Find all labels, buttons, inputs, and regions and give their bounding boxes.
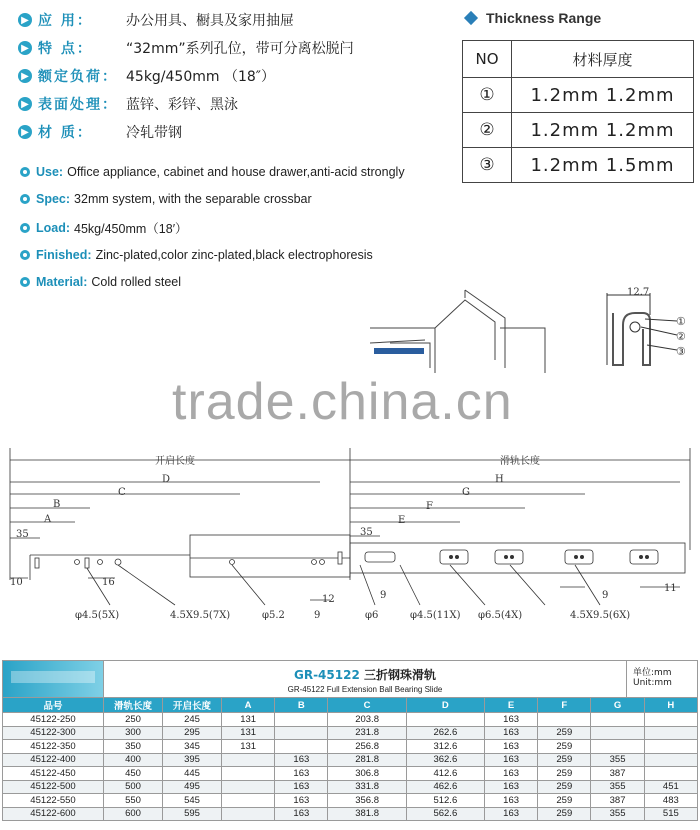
unit-label: 单位:mm Unit:mm [626, 661, 697, 697]
table-cell: 163 [275, 753, 328, 767]
spec-table [2, 697, 698, 821]
table-cell [275, 713, 328, 727]
dim-D-label: D [162, 474, 171, 485]
table-cell: 395 [163, 753, 222, 767]
table-cell: 256.8 [328, 740, 406, 754]
table-cell: 400 [104, 753, 163, 767]
dim-9-label: 9 [602, 590, 609, 601]
hole-label: φ6.5(4X) [478, 610, 523, 621]
table-row [3, 780, 698, 794]
play-icon: ▶ [18, 125, 32, 139]
en-spec-key: Finished: [36, 248, 92, 262]
hole-label: φ6 [365, 610, 379, 621]
cn-spec-key: 应 用： [38, 13, 93, 29]
table-cell: 350 [104, 740, 163, 754]
product-subtitle: GR-45122 Full Extension Ball Bearing Slide [287, 685, 443, 694]
bullet-icon [20, 250, 30, 260]
table-cell: 281.8 [328, 753, 406, 767]
bullet-icon [20, 167, 30, 177]
cn-spec-item [18, 65, 275, 87]
dim-E-label: E [398, 515, 406, 526]
table-cell: 131 [222, 740, 275, 754]
col-header: F [538, 698, 591, 713]
cn-spec-item [18, 9, 294, 31]
en-spec-value: Office appliance, cabinet and house drawer,anti-acid strongly [67, 165, 405, 179]
profile-width-label: 12.7 [627, 287, 650, 298]
spec-table-header [2, 660, 698, 697]
en-spec-value: Cold rolled steel [91, 275, 182, 289]
thickness-no: ③ [463, 148, 512, 183]
table-cell: 163 [275, 794, 328, 808]
table-cell: 562.6 [406, 807, 484, 821]
table-cell: 512.6 [406, 794, 484, 808]
table-cell [644, 726, 697, 740]
play-icon: ▶ [18, 41, 32, 55]
thickness-col-no: NO [463, 41, 512, 78]
table-cell: 495 [163, 780, 222, 794]
table-cell: 262.6 [406, 726, 484, 740]
cn-spec-item [18, 121, 182, 143]
table-cell [275, 726, 328, 740]
cn-spec-value: 蓝锌、彩锌、黑泳 [126, 97, 238, 113]
table-cell: 387 [591, 767, 644, 781]
table-cell [222, 780, 275, 794]
table-cell: 45122-500 [3, 780, 104, 794]
table-cell: 295 [163, 726, 222, 740]
hole-label: φ4.5(5X) [75, 610, 120, 621]
table-cell [644, 753, 697, 767]
profile-callout: ① [676, 315, 686, 328]
dim-10-label: 10 [10, 577, 23, 588]
table-cell [275, 740, 328, 754]
hole-label: φ4.5(11X) [410, 610, 461, 621]
product-title-cn: 三折钢珠滑轨 [364, 668, 437, 682]
cn-spec-key: 特 点： [38, 41, 93, 57]
en-spec-key: Load: [36, 221, 71, 235]
col-header: 开启长度 [163, 698, 222, 713]
table-row [3, 807, 698, 821]
table-cell [538, 713, 591, 727]
dim-35-right-label: 35 [360, 527, 373, 538]
col-header: G [591, 698, 644, 713]
table-cell: 412.6 [406, 767, 484, 781]
table-row [3, 767, 698, 781]
cn-spec-value: 办公用具、橱具及家用抽屉 [126, 13, 294, 29]
table-cell: 163 [275, 767, 328, 781]
en-spec-value: 45kg/450mm（18′） [74, 222, 188, 236]
table-cell: 163 [484, 794, 537, 808]
table-cell: 45122-550 [3, 794, 104, 808]
table-cell: 356.8 [328, 794, 406, 808]
table-cell: 362.6 [406, 753, 484, 767]
table-cell: 259 [538, 780, 591, 794]
table-cell: 355 [591, 807, 644, 821]
en-spec-item [20, 163, 405, 181]
table-row [3, 794, 698, 808]
table-cell: 131 [222, 726, 275, 740]
table-cell: 163 [484, 726, 537, 740]
cn-spec-item [18, 93, 238, 115]
table-cell: 163 [484, 740, 537, 754]
table-cell: 45122-250 [3, 713, 104, 727]
play-icon: ▶ [18, 13, 32, 27]
table-cell: 259 [538, 753, 591, 767]
table-cell: 450 [104, 767, 163, 781]
table-row [463, 113, 694, 148]
en-spec-value: Zinc-plated,color zinc-plated,black electrophoresis [95, 248, 373, 262]
table-row [463, 148, 694, 183]
en-spec-key: Material: [36, 275, 88, 289]
en-spec-value: 32mm system, with the separable crossbar [74, 192, 312, 206]
table-cell [222, 807, 275, 821]
thickness-col-thickness: 材料厚度 [512, 41, 694, 78]
table-cell: 45122-400 [3, 753, 104, 767]
table-cell: 381.8 [328, 807, 406, 821]
col-header: 滑轨长度 [104, 698, 163, 713]
table-row [3, 753, 698, 767]
profile-callout: ② [676, 330, 686, 343]
table-row [3, 726, 698, 740]
product-code: GR-45122 [293, 668, 360, 682]
open-length-label: 开启长度 [155, 456, 195, 467]
table-cell: 306.8 [328, 767, 406, 781]
table-cell: 387 [591, 794, 644, 808]
en-spec-item [20, 190, 312, 208]
spec-table-block [2, 660, 698, 821]
table-row [3, 740, 698, 754]
thickness-header-row [463, 41, 694, 78]
cn-spec-key: 表面处理： [38, 97, 118, 113]
table-cell: 45122-450 [3, 767, 104, 781]
spec-header-row [3, 698, 698, 713]
table-cell: 163 [484, 713, 537, 727]
play-icon: ▶ [18, 97, 32, 111]
en-spec-item [20, 246, 373, 264]
dim-11-label: 11 [664, 583, 677, 594]
table-cell: 545 [163, 794, 222, 808]
table-row [3, 713, 698, 727]
slide-length-label: 滑轨长度 [500, 456, 540, 467]
table-cell [591, 740, 644, 754]
thickness-no: ② [463, 113, 512, 148]
bullet-icon [20, 223, 30, 233]
table-cell: 312.6 [406, 740, 484, 754]
hole-label: 4.5X9.5(7X) [170, 610, 231, 621]
table-cell: 483 [644, 794, 697, 808]
table-cell: 45122-350 [3, 740, 104, 754]
thickness-title [462, 10, 601, 26]
table-cell: 500 [104, 780, 163, 794]
table-cell: 45122-600 [3, 807, 104, 821]
table-cell: 515 [644, 807, 697, 821]
profile-callout: ③ [676, 345, 686, 358]
table-cell: 245 [163, 713, 222, 727]
col-header: B [275, 698, 328, 713]
cn-spec-value: “32mm”系列孔位，带可分离松脱闩 [126, 41, 354, 57]
table-cell: 163 [275, 807, 328, 821]
table-cell: 259 [538, 740, 591, 754]
col-header: A [222, 698, 275, 713]
technical-drawing [0, 440, 700, 655]
dim-12-label: 12 [322, 594, 335, 605]
bullet-icon [20, 277, 30, 287]
table-cell: 462.6 [406, 780, 484, 794]
table-cell: 231.8 [328, 726, 406, 740]
col-header: E [484, 698, 537, 713]
table-cell: 250 [104, 713, 163, 727]
col-header: D [406, 698, 484, 713]
table-cell: 355 [591, 753, 644, 767]
cn-spec-key: 材 质： [38, 125, 93, 141]
table-cell: 163 [484, 807, 537, 821]
table-cell: 203.8 [328, 713, 406, 727]
watermark: trade.china.cn [172, 373, 513, 431]
dim-A-label: A [44, 514, 52, 525]
cn-spec-value: 45kg/450mm （18″） [126, 69, 276, 85]
thickness-value: 1.2mm 1.2mm [512, 78, 694, 113]
table-cell [591, 713, 644, 727]
table-cell: 355 [591, 780, 644, 794]
table-cell [222, 753, 275, 767]
table-cell: 600 [104, 807, 163, 821]
en-spec-item [20, 219, 188, 237]
slide-rail-shape [374, 348, 424, 354]
thickness-title-text: Thickness Range [486, 10, 602, 26]
dim-16-label: 16 [102, 577, 115, 588]
table-cell [222, 767, 275, 781]
bullet-icon [20, 194, 30, 204]
table-cell: 451 [644, 780, 697, 794]
dim-B-label: B [53, 499, 61, 510]
table-cell: 163 [484, 780, 537, 794]
en-spec-key: Use: [36, 165, 64, 179]
spec-table-body [3, 713, 698, 821]
cn-spec-item [18, 37, 354, 59]
table-row [463, 78, 694, 113]
brand-logo [3, 661, 104, 697]
table-cell: 550 [104, 794, 163, 808]
table-cell [222, 794, 275, 808]
dim-F-label: F [426, 501, 433, 512]
table-cell: 259 [538, 726, 591, 740]
hole-label: 4.5X9.5(6X) [570, 610, 631, 621]
table-cell: 45122-300 [3, 726, 104, 740]
thickness-value: 1.2mm 1.5mm [512, 148, 694, 183]
col-header: 品号 [3, 698, 104, 713]
col-header: H [644, 698, 697, 713]
table-cell: 259 [538, 807, 591, 821]
dim-H-label: H [495, 474, 504, 485]
table-cell: 131 [222, 713, 275, 727]
table-cell: 345 [163, 740, 222, 754]
table-cell: 300 [104, 726, 163, 740]
table-cell [644, 713, 697, 727]
dim-35-label: 35 [16, 529, 29, 540]
table-cell: 163 [484, 767, 537, 781]
table-cell: 259 [538, 767, 591, 781]
thickness-no: ① [463, 78, 512, 113]
thickness-table [462, 40, 694, 183]
dim-C-label: C [118, 487, 126, 498]
table-cell: 163 [275, 780, 328, 794]
dim-G-label: G [462, 487, 470, 498]
table-cell: 163 [484, 753, 537, 767]
en-spec-item [20, 273, 181, 291]
table-cell: 331.8 [328, 780, 406, 794]
col-header: C [328, 698, 406, 713]
cn-spec-key: 额定负荷： [38, 69, 118, 85]
dim-9-label: 9 [380, 590, 387, 601]
table-cell: 259 [538, 794, 591, 808]
table-cell [406, 713, 484, 727]
spec-title [104, 661, 626, 697]
table-cell [644, 767, 697, 781]
table-cell: 445 [163, 767, 222, 781]
diamond-icon [464, 11, 478, 25]
drawer-illustration [370, 288, 560, 378]
en-spec-key: Spec: [36, 192, 71, 206]
dim-9-label: 9 [314, 610, 321, 621]
cn-spec-value: 冷轧带钢 [126, 125, 182, 141]
table-cell [644, 740, 697, 754]
table-cell [591, 726, 644, 740]
play-icon: ▶ [18, 69, 32, 83]
thickness-value: 1.2mm 1.2mm [512, 113, 694, 148]
table-cell: 595 [163, 807, 222, 821]
hole-label: φ5.2 [262, 610, 285, 621]
